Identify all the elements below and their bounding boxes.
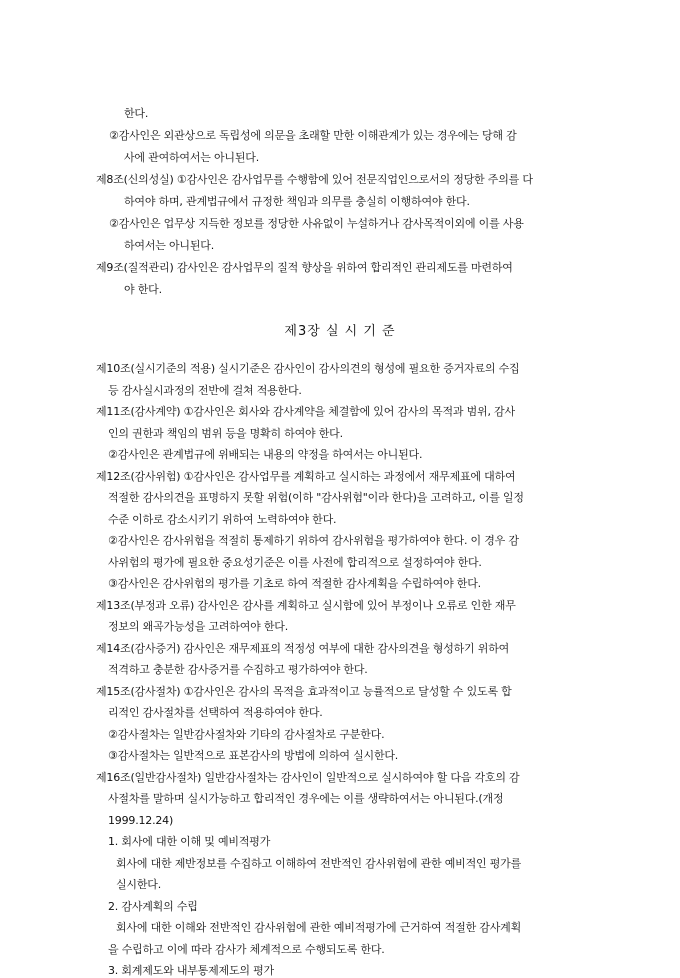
article-line: 제13조(부정과 오류) 감사인은 감사를 계획하고 실시함에 있어 부정이나 오류로 인한 재무 [96,598,516,612]
text-line: 1999.12.24) [108,813,174,827]
text-line: 을 수립하고 이에 따라 감사가 체계적으로 수행되도록 한다. [108,942,385,956]
text-line: 사절차를 말하며 실시가능하고 합리적인 경우에는 이를 생략하여서는 아니된다.(개정 [108,792,504,805]
article-line: 제11조(감사계약) ①감사인은 회사와 감사계약을 체결함에 있어 감사의 목적과 범위, 감사 [96,405,515,418]
text-line: 실시한다. [116,878,162,891]
text-line: 수준 이하로 감소시키기 위하여 노력하여야 한다. [108,512,337,526]
text-line: 하여서는 아니된다. [124,239,215,252]
article-line: 제15조(감사절차) ①감사인은 감사의 목적을 효과적이고 능률적으로 달성할 수 있도록 합 [96,684,512,698]
chapter-heading: 제3장 실 시 기 준 [284,324,396,339]
text-line: 회사에 대한 제반정보를 수집하고 이해하여 전반적인 감사위험에 관한 예비적인 평가를 [116,856,522,870]
text-line: ③감사인은 감사위험의 평가를 기초로 하여 적절한 감사계획을 수립하여야 한다. [108,577,481,590]
article-line: 제8조(신의성실) ①감사인은 감사업무를 수행함에 있어 전문직업인으로서의 정당한 주의를 다 [96,173,533,186]
text-line: 한다. [124,107,149,120]
text-line: ②감사인은 감사위험을 적절히 통제하기 위하여 감사위험을 평가하여야 한다. 이 경우 감 [108,534,519,547]
article-line: 제9조(질적관리) 감사인은 감사업무의 질적 향상을 위하여 합리적인 관리제도를 마련하여 [96,261,513,274]
text-line: ②감사인은 업무상 지득한 정보를 정당한 사유없이 누설하거나 감사목적이외에 이를 사용 [109,217,524,230]
text-line: 야 한다. [124,283,162,296]
article-line: 제12조(감사위험) ①감사인은 감사업무를 계획하고 실시하는 과정에서 재무제표에 대하여 [96,469,516,483]
text-line: 하여야 하며, 관계법규에서 규정한 책임과 의무를 충실히 이행하여야 한다. [124,195,470,208]
text-line: 등 감사실시과정의 전반에 걸쳐 적용한다. [108,383,302,397]
list-item-title: 1. 회사에 대한 이해 및 예비적평가 [108,835,271,848]
list-item-title: 2. 감사계획의 수립 [108,899,198,913]
text-line: 적격하고 충분한 감사증거를 수집하고 평가하여야 한다. [108,663,368,676]
text-line: 인의 권한과 책임의 범위 등을 명확히 하여야 한다. [108,426,343,440]
text-line: 정보의 왜곡가능성을 고려하여야 한다. [108,620,289,633]
article-line: 제14조(감사증거) 감사인은 재무제표의 적정성 여부에 대한 감사의견을 형성하기 위하여 [96,641,510,655]
article-line: 제16조(일반감사절차) 일반감사절차는 감사인이 일반적으로 실시하여야 할 다음 각호의 감 [96,770,520,784]
text-line: 리적인 감사절차를 선택하여 적용하여야 한다. [108,706,323,719]
article-line: 제10조(실시기준의 적용) 실시기준은 감사인이 감사의견의 형성에 필요한 증거자료의 수집 [96,362,520,375]
list-item-title: 3. 회계제도와 내부통제제도의 평가 [108,964,274,977]
text-line: 회사에 대한 이해와 전반적인 감사위험에 관한 예비적평가에 근거하여 적절한 감사계획 [116,921,522,934]
text-line: ②감사절차는 일반감사절차와 기타의 감사절차로 구분한다. [108,727,385,741]
text-line: 적절한 감사의견을 표명하지 못할 위험(이하 "감사위험"이라 한다)을 고려하고, 이를 일정 [108,491,524,504]
text-line: 사에 관여하여서는 아니된다. [124,151,260,164]
text-line: ②감사인은 관계법규에 위배되는 내용의 약정을 하여서는 아니된다. [108,448,423,461]
text-line: ②감사인은 외관상으로 독립성에 의문을 초래할 만한 이해관계가 있는 경우에는 당해 감 [109,129,517,142]
text-line: ③감사절차는 일반적으로 표본감사의 방법에 의하여 실시한다. [108,749,399,762]
text-line: 사위험의 평가에 필요한 중요성기준은 이를 사전에 합리적으로 설정하여야 한다. [108,555,482,569]
